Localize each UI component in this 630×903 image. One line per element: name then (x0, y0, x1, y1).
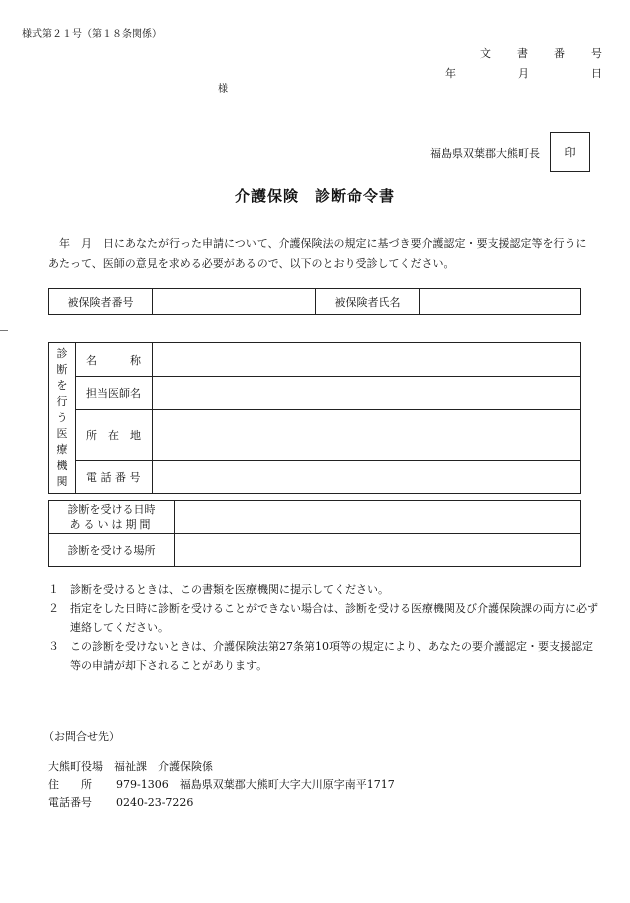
contact-phone-label: 電話番号 (48, 796, 92, 809)
document-title: 介護保険 診断命令書 (234, 187, 395, 205)
side-label-char: 診 (56, 347, 68, 360)
doc-no-char: 番 (554, 47, 565, 60)
form-number: 様式第２１号（第１８条関係） (22, 29, 162, 40)
contact-address-label: 住 所 (48, 778, 92, 791)
examination-table (48, 500, 581, 567)
exam-date-label (49, 501, 175, 534)
note-number: ３ (48, 640, 59, 653)
side-label-char: 行 (56, 395, 68, 408)
note-text: 診断を受けるときは、この書類を医療機関に提示してください。 (70, 583, 389, 596)
doc-no-char: 号 (591, 47, 602, 60)
note-number: １ (48, 583, 59, 596)
date-month-char: 月 (518, 67, 529, 80)
side-label-char: 医 (56, 427, 68, 440)
side-label-char: 関 (56, 475, 68, 488)
contact-address: 979-1306 福島県双葉郡大熊町大字大川原字南平1717 (116, 778, 395, 791)
institution-address-field[interactable] (153, 410, 581, 461)
contact-phone: 0240-23-7226 (116, 796, 194, 809)
institution-phone-label: 電 話 番 号 (76, 461, 153, 494)
side-label-char: 療 (56, 443, 68, 456)
seal-label: 印 (564, 146, 576, 159)
exam-date-label-line2: あるいは期間 (69, 518, 154, 531)
note-item (48, 599, 603, 637)
note-number: ２ (48, 602, 59, 615)
institution-side-label (49, 343, 76, 494)
contact-phone-row (48, 794, 395, 812)
margin-tick-mark (0, 330, 8, 331)
document-number-label (480, 45, 602, 61)
exam-date-label-line1: 診断を受ける日時 (67, 503, 156, 516)
medical-institution-table (48, 342, 581, 494)
side-label-char: 機 (56, 459, 68, 472)
contact-address-row (48, 776, 395, 794)
doc-no-char: 書 (517, 47, 528, 60)
addressee-suffix: 様 (218, 84, 228, 95)
insured-info-table (48, 288, 581, 315)
doc-no-char: 文 (480, 47, 491, 60)
seal-box (550, 132, 590, 172)
institution-address-label: 所 在 地 (76, 410, 153, 461)
doctor-name-field[interactable] (153, 377, 581, 410)
side-label-char: を (56, 379, 68, 392)
institution-name-label: 名 称 (76, 343, 153, 377)
contact-heading: （お問合せ先） (43, 730, 120, 743)
notes-list (48, 580, 603, 675)
body-paragraph: 年 月 日にあなたが行った申請について、介護保険法の規定に基づき要介護認定・要支援認定等を行うにあたって、医師の意見を求める必要があるので、以下のとおり受診してください。 (48, 237, 587, 270)
exam-place-field[interactable] (175, 534, 581, 567)
exam-date-field[interactable] (175, 501, 581, 534)
sender-name: 福島県双葉郡大熊町長 (430, 147, 540, 160)
note-item (48, 637, 603, 675)
side-label-char: 断 (56, 363, 68, 376)
date-day-char: 日 (591, 67, 602, 80)
insured-name-field[interactable] (420, 289, 581, 315)
issue-date-label (445, 65, 602, 81)
note-item (48, 580, 603, 599)
exam-place-label: 診断を受ける場所 (49, 534, 175, 567)
side-label-char: う (56, 411, 68, 424)
institution-phone-field[interactable] (153, 461, 581, 494)
note-text: この診断を受けないときは、介護保険法第27条第10項等の規定により、あなたの要介護認定・要支援認定等の申請が却下されることがあります。 (70, 640, 593, 672)
note-text: 指定をした日時に診断を受けることができない場合は、診断を受ける医療機関及び介護保険課の両方に必ず連絡してください。 (70, 602, 598, 634)
contact-office: 大熊町役場 福祉課 介護保険係 (48, 760, 213, 773)
date-year-char: 年 (445, 67, 456, 80)
institution-name-field[interactable] (153, 343, 581, 377)
contact-block (48, 758, 395, 812)
insured-name-label: 被保険者氏名 (316, 289, 420, 315)
insured-number-label: 被保険者番号 (49, 289, 153, 315)
doctor-name-label: 担当医師名 (76, 377, 153, 410)
insured-number-field[interactable] (153, 289, 316, 315)
